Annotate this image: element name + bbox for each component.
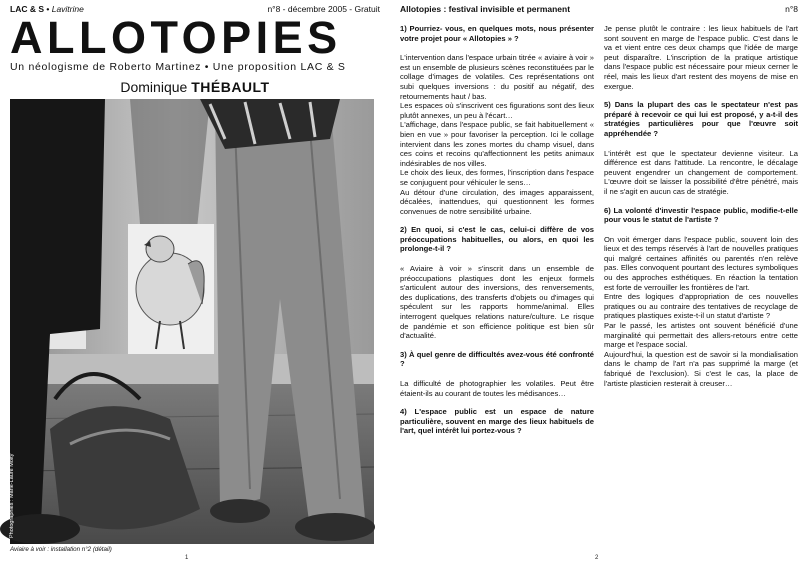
answer-paragraph: L'affichage, dans l'espace public, se fait habituellement « bien en vue » pour favoriser la perception. Ici le collage intervient dans les zones mortes du champ visuel, dans ces coins et recoins qu'affectionnent les petits animaux indésirables de nos villes. [400, 120, 594, 168]
article-column-1 [400, 21, 594, 446]
answer-paragraph: Entre des logiques d'appropriation de ces nouvelles pratiques ou au contraire des tentatives de recyclage de pratiques plastiques existe-t-il un statut d'artiste ? [604, 292, 798, 321]
photo-caption: Aviaire à voir : installation n°2 (détail) [10, 546, 112, 553]
cover-photo [10, 99, 374, 544]
article-column-2 [604, 21, 798, 446]
cover-photo-illustration [10, 99, 374, 544]
page-2 [390, 0, 806, 564]
answer-paragraph: « Aviaire à voir » s'inscrit dans un ensemble de préoccupations plastiques dont les enjeux formels s'articulent autour des inversions, des renversements, des duplications, des transferts d'objets ou d'images qui spéculent sur les rapports homme/animal. Elles interrogent quelques relations nature/culture. Le risque de pandémie et son efficience politique est bien sûr d'actualité. [400, 264, 594, 341]
page2-header [400, 4, 798, 15]
answer-paragraph: L'intérêt est que le spectateur devienne visiteur. La différence est dans l'attitude. La rencontre, le décalage peuvent engendrer un changement de comportement. L'œuvre doit se laisser la possibilité d'être pénétré, mais il ne s'agit en aucun cas de stratégie. [604, 148, 798, 196]
answer-paragraph: On voit émerger dans l'espace public, souvent loin des lieux et des temps réservés à l'art de nouvelles pratiques qui malgré certaines affinités ou parentés n'en relève pas. Elles convoquent pourtant des lectures symboliques ou des approches esthétiques. En réaction la tentation est forte de verrouiller les frontières de l'art. [604, 234, 798, 292]
photo-credit: Photographies : Marie-Laure Molty [9, 453, 15, 538]
answer-paragraph: Au détour d'une circulation, des images apparaissent, décalées, inattendues, qui questionnent les formes convenues de notre sensibilité urbaine. [400, 187, 594, 216]
magazine-title: ALLOTOPIES [10, 12, 342, 63]
issue-info: n°8 - décembre 2005 - Gratuit [267, 4, 380, 14]
question-3: 3) À quel genre de difficultés avez-vous été confronté ? [400, 349, 594, 369]
author-name: Dominique THÉBAULT [120, 79, 270, 95]
article-columns [400, 21, 798, 446]
page-1 [0, 0, 390, 564]
question-2: 2) En quoi, si c'est le cas, celui-ci diffère de vos préoccupations habituelles, ou alors, en quoi les prolonge-t-il ? [400, 225, 594, 254]
answer-paragraph: Le choix des lieux, des formes, l'inscription dans l'espace se conjuguent pour véhiculer le sens… [400, 168, 594, 187]
magazine-subtitle: Un néologisme de Roberto Martinez • Une proposition LAC & S [10, 61, 346, 73]
answer-paragraph: L'intervention dans l'espace urbain titrée « aviaire à voir » est un ensemble de plusieurs scènes reconstituées par le collage d'images de volatiles. Ces représentations ont subi quelques inversions : du positif au négatif, des retournements haut / bas. [400, 53, 594, 101]
page-number-2: 2 [595, 555, 599, 561]
answer-paragraph: Les espaces où s'inscrivent ces figurations sont des lieux plutôt annexes, un peu à l'écart… [400, 101, 594, 120]
question-6: 6) La volonté d'investir l'espace public, modifie-t-elle pour vous le statut de l'artiste ? [604, 205, 798, 225]
answer-paragraph: Aujourd'hui, la question est de savoir si la mondialisation dans le champ de l'art n'a pas supprimé la marge (et fabriqué de l'exclusion). Si c'est le cas, la place de l'artiste plasticien resterait à creuser… [604, 349, 798, 388]
question-1: 1) Pourriez- vous, en quelques mots, nous présenter votre projet pour « Allotopies » ? [400, 24, 594, 43]
publisher-line: LAC & S • Lavitrine [10, 4, 84, 14]
page2-header-title: Allotopies : festival invisible et permanent [400, 4, 571, 14]
answer-paragraph: Je pense plutôt le contraire : les lieux habituels de l'art sont souvent en marge de l'espace public. C'est dans le va et vient entre ces deux champs que l'idée de marge peut disparaître. L'inscription de la pratique artistique dans l'espace public est nécessaire pour mieux cerner le réel, mais les lieux d'art restent des moyens de mise en exergue. [604, 24, 798, 91]
question-4: 4) L'espace public est un espace de nature particulière, souvent en marge des lieux habituels de l'art, quel intérêt lui portez-vous ? [400, 407, 594, 436]
question-5: 5) Dans la plupart des cas le spectateur n'est pas préparé à recevoir ce qui lui est proposé, y a-t-il des stratégies particulières pour que l'œuvre soit appréhendée ? [604, 100, 798, 138]
answer-paragraph: La difficulté de photographier les volatiles. Peut être étaient-ils au courant de toutes les médisances… [400, 379, 594, 398]
page2-issue-number: n°8 [785, 4, 798, 14]
answer-paragraph: Par le passé, les artistes ont souvent bénéficié d'une marginalité qui permettait des allers-retours entre cette marge et l'espace social. [604, 321, 798, 350]
page-number-1: 1 [185, 555, 189, 561]
